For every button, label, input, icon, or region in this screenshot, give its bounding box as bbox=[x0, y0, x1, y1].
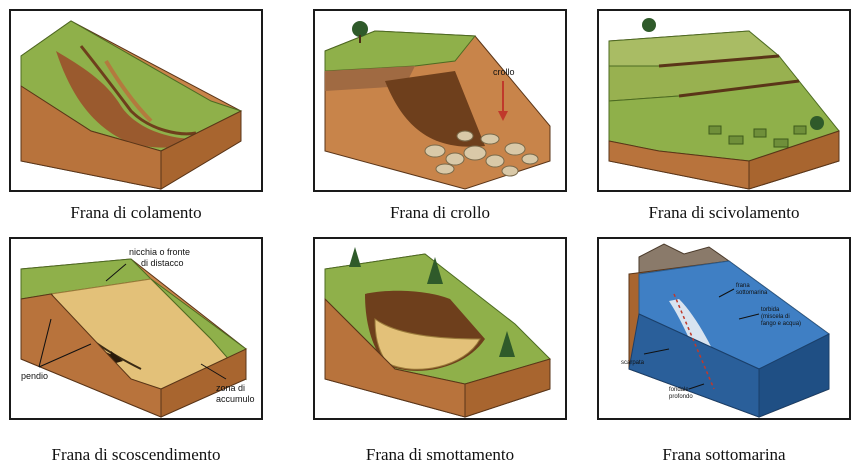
caption-scoscendimento: Frana di scoscendimento bbox=[51, 445, 221, 464]
label-pendio: pendio bbox=[21, 371, 49, 381]
label-frana-2: sottomarina bbox=[736, 290, 768, 296]
smottamento-illustration bbox=[315, 239, 565, 418]
panel-scivolamento bbox=[597, 9, 851, 192]
sottomarina-illustration bbox=[599, 239, 849, 418]
label-fondale-1: fondale bbox=[669, 387, 689, 393]
label-nicchia-2: di distacco bbox=[141, 258, 184, 268]
panel-crollo bbox=[313, 9, 567, 192]
scivolamento-illustration bbox=[599, 11, 849, 190]
label-zona-1: zona di bbox=[216, 383, 246, 393]
panel-smottamento bbox=[313, 237, 567, 420]
panel-scoscendimento bbox=[9, 237, 263, 420]
label-torbida-1: torbida bbox=[761, 307, 780, 313]
caption-scivolamento: Frana di scivolamento bbox=[648, 203, 800, 222]
caption-colamento: Frana di colamento bbox=[70, 203, 202, 222]
tree-icon bbox=[810, 116, 824, 130]
caption-crollo: Frana di crollo bbox=[389, 203, 491, 222]
caption-smottamento: Frana di smottamento bbox=[365, 445, 515, 464]
scoscendimento-illustration bbox=[11, 239, 261, 418]
tree-icon bbox=[352, 21, 368, 37]
colamento-illustration bbox=[11, 11, 261, 190]
tree-icon bbox=[349, 247, 361, 267]
crollo-illustration bbox=[315, 11, 565, 190]
label-fondale-2: profondo bbox=[669, 394, 693, 400]
panel-colamento bbox=[9, 9, 263, 192]
tree-icon bbox=[642, 18, 656, 32]
label-nicchia-1: nicchia o fronte bbox=[129, 247, 191, 257]
label-crollo: crollo bbox=[493, 67, 515, 77]
label-scarpata: scarpata bbox=[621, 360, 645, 366]
label-torbida-3: fango e acqua) bbox=[761, 321, 802, 327]
label-zona-2: accumulo bbox=[216, 394, 255, 404]
label-frana-1: frana bbox=[736, 283, 750, 289]
panel-sottomarina bbox=[597, 237, 851, 420]
caption-sottomarina: Frana sottomarina bbox=[662, 445, 786, 464]
label-torbida-2: (miscela di bbox=[761, 314, 790, 320]
